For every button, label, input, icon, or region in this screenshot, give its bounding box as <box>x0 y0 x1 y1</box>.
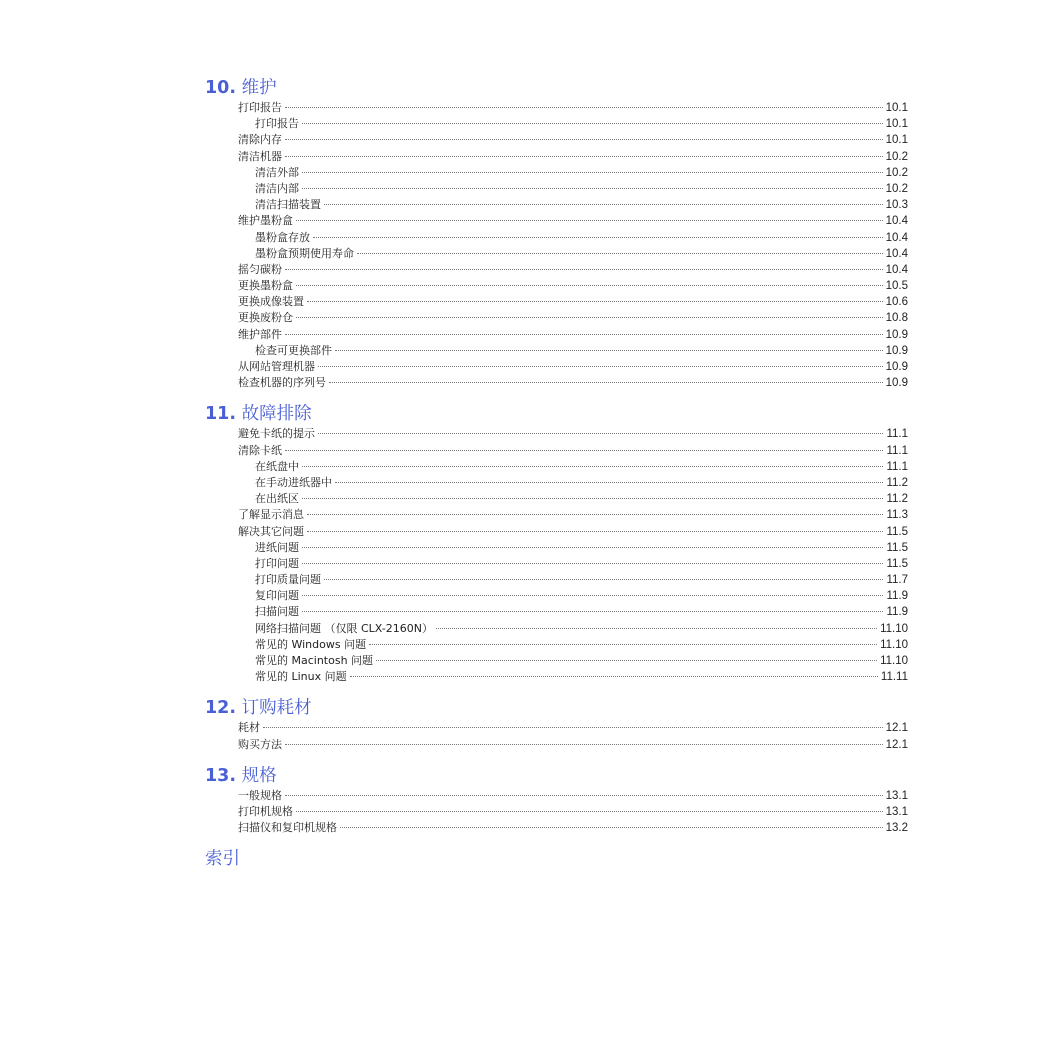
toc-entry[interactable] <box>205 524 908 540</box>
dot-leader <box>296 811 883 812</box>
toc-entry[interactable] <box>205 443 908 459</box>
toc-subentry[interactable] <box>205 459 908 475</box>
toc-entry-label: 常见的 Linux 问题 <box>255 670 347 684</box>
dot-leader <box>376 660 877 661</box>
toc-page-number: 11.1 <box>886 444 908 457</box>
toc-page-number: 11.2 <box>886 476 908 489</box>
chapter-title: 维护 <box>241 78 277 98</box>
toc-entry-label: 耗材 <box>238 721 260 735</box>
dot-leader <box>340 827 883 828</box>
toc-entry[interactable] <box>205 788 908 804</box>
chapter-spacer <box>205 391 908 402</box>
chapter-spacer <box>205 836 908 847</box>
dot-leader <box>285 334 883 335</box>
toc-entry-label: 进纸问题 <box>255 540 299 554</box>
dot-leader <box>302 563 883 564</box>
toc-entry[interactable] <box>205 426 908 442</box>
toc-page-number: 12.1 <box>885 722 908 735</box>
dot-leader <box>302 611 883 612</box>
toc-page-number: 11.10 <box>880 655 908 667</box>
toc-entry-label: 维护墨粉盒 <box>238 214 293 228</box>
toc-entry-label: 常见的 Windows 问题 <box>255 637 367 651</box>
dot-leader <box>285 450 883 451</box>
toc-entry-label: 清洁扫描装置 <box>255 198 321 212</box>
toc-entry-label: 了解显示消息 <box>238 508 304 522</box>
toc-entry[interactable] <box>205 262 908 278</box>
toc-page-number: 10.4 <box>885 263 908 276</box>
toc-page-number: 10.6 <box>885 296 908 309</box>
toc-page-number: 13.2 <box>885 822 908 835</box>
dot-leader <box>324 204 883 205</box>
dot-leader <box>285 795 883 796</box>
chapter-title: 规格 <box>241 765 277 786</box>
toc-entry-label: 在出纸区 <box>255 492 299 506</box>
toc-page-number: 13.1 <box>885 805 908 818</box>
chapter-section <box>205 847 908 871</box>
toc-entry-label: 在纸盘中 <box>255 459 299 473</box>
chapter-spacer <box>205 685 908 696</box>
toc-entry[interactable] <box>205 737 908 753</box>
toc-entry[interactable] <box>205 820 908 836</box>
dot-leader <box>285 107 883 108</box>
toc-subentry[interactable] <box>205 491 908 507</box>
dot-leader <box>335 350 883 351</box>
toc-entry-label: 更换废粉仓 <box>238 311 293 325</box>
dot-leader <box>329 382 883 383</box>
toc-page-number: 11.7 <box>886 574 908 587</box>
toc-page-number: 10.9 <box>885 377 908 390</box>
toc-entry[interactable] <box>205 720 908 736</box>
dot-leader <box>357 253 883 254</box>
toc-page-number: 11.9 <box>886 590 908 603</box>
toc-entry-label: 更换墨粉盒 <box>238 279 293 293</box>
toc-subentry[interactable] <box>205 181 908 197</box>
toc-subentry[interactable] <box>205 343 908 359</box>
toc-entry-label: 墨粉盒预期使用寿命 <box>255 246 354 260</box>
toc-entry[interactable] <box>205 149 908 165</box>
toc-entry-label: 常见的 Macintosh 问题 <box>255 654 374 667</box>
chapter-heading[interactable] <box>205 847 908 871</box>
toc-page-number: 10.3 <box>885 199 908 212</box>
chapter-title: 订购耗材 <box>241 698 312 719</box>
chapter-heading[interactable] <box>205 402 908 426</box>
toc-subentry[interactable] <box>205 540 908 556</box>
toc-subentry[interactable] <box>205 572 908 588</box>
toc-page-number: 11.10 <box>880 622 908 635</box>
dot-leader <box>318 433 883 434</box>
toc-page-number: 13.1 <box>885 789 908 802</box>
toc-subentry[interactable] <box>205 669 908 685</box>
chapter-heading[interactable] <box>205 76 908 100</box>
dot-leader <box>285 139 883 140</box>
dot-leader <box>307 301 883 302</box>
toc-entry-label: 打印报告 <box>255 117 299 131</box>
dot-leader <box>436 628 877 629</box>
chapter-number: 10. <box>205 78 237 98</box>
dot-leader <box>302 595 883 596</box>
dot-leader <box>302 172 883 173</box>
toc-page-number: 11.1 <box>886 428 908 441</box>
toc-page-number: 10.9 <box>885 361 908 373</box>
toc-page-number: 11.2 <box>886 493 908 506</box>
dot-leader <box>324 579 883 580</box>
dot-leader <box>263 727 883 728</box>
toc-page-number: 10.1 <box>885 102 908 114</box>
toc-subentry[interactable] <box>205 246 908 262</box>
dot-leader <box>335 482 883 483</box>
chapter-number: 11. <box>205 404 237 425</box>
toc-entry-label: 更换成像装置 <box>238 295 304 309</box>
toc-entry-label: 清除内存 <box>238 133 282 147</box>
dot-leader <box>369 644 877 645</box>
toc-subentry[interactable] <box>205 116 908 132</box>
toc-page-number: 10.2 <box>885 150 908 163</box>
toc-page-number: 11.5 <box>886 557 908 570</box>
toc-page-number: 10.1 <box>885 134 908 147</box>
toc-entry[interactable] <box>205 507 908 523</box>
toc-subentry[interactable] <box>205 165 908 181</box>
toc-entry-label: 清洁机器 <box>238 149 282 163</box>
dot-leader <box>302 188 883 189</box>
toc-page-number: 11.5 <box>886 541 908 554</box>
chapter-number: 12. <box>205 698 237 719</box>
toc-subentry[interactable] <box>205 653 908 669</box>
toc-entry[interactable] <box>205 294 908 310</box>
toc-entry-label: 避免卡纸的提示 <box>238 427 315 441</box>
toc-entry[interactable] <box>205 327 908 343</box>
table-of-contents <box>205 76 908 871</box>
toc-page-number: 10.4 <box>885 247 908 260</box>
toc-entry-label: 打印报告 <box>238 101 282 114</box>
toc-subentry[interactable] <box>205 604 908 620</box>
toc-page-number: 11.1 <box>886 460 908 473</box>
chapter-section <box>205 76 908 391</box>
dot-leader <box>296 317 883 318</box>
chapter-section <box>205 696 908 752</box>
toc-entry[interactable] <box>205 359 908 375</box>
toc-page-number: 10.4 <box>885 231 908 244</box>
dot-leader <box>302 123 883 124</box>
toc-subentry[interactable] <box>205 230 908 246</box>
dot-leader <box>307 514 883 515</box>
toc-subentry[interactable] <box>205 197 908 213</box>
toc-page-number: 10.8 <box>885 312 908 325</box>
dot-leader <box>302 466 883 467</box>
toc-subentry[interactable] <box>205 475 908 491</box>
dot-leader <box>285 269 883 270</box>
dot-leader <box>285 156 883 157</box>
toc-entry-label: 解决其它问题 <box>238 524 304 538</box>
toc-entry-label: 打印质量问题 <box>255 573 321 587</box>
toc-entry-label: 扫描仪和复印机规格 <box>238 821 337 835</box>
dot-leader <box>350 676 878 677</box>
toc-entry[interactable] <box>205 804 908 820</box>
toc-entry-label: 在手动进纸器中 <box>255 475 332 489</box>
dot-leader <box>318 366 883 367</box>
toc-entry[interactable] <box>205 375 908 391</box>
toc-entry[interactable] <box>205 132 908 148</box>
dot-leader <box>296 285 883 286</box>
toc-entry-label: 墨粉盒存放 <box>255 230 310 244</box>
dot-leader <box>296 220 883 221</box>
chapter-number: 13. <box>205 765 237 786</box>
dot-leader <box>302 547 883 548</box>
dot-leader <box>313 237 883 238</box>
toc-page-number: 10.1 <box>885 118 908 131</box>
toc-page-number: 11.3 <box>886 509 908 522</box>
chapter-section <box>205 402 908 685</box>
toc-page-number: 10.2 <box>885 166 908 179</box>
toc-entry-label: 检查机器的序列号 <box>238 376 326 390</box>
toc-entry[interactable] <box>205 310 908 326</box>
toc-entry-label: 复印问题 <box>255 589 299 603</box>
toc-entry-label: 打印问题 <box>255 556 299 570</box>
toc-page-number: 11.9 <box>886 606 908 619</box>
toc-subentry[interactable] <box>205 588 908 604</box>
dot-leader <box>302 498 883 499</box>
toc-entry-label: 检查可更换部件 <box>255 343 332 357</box>
toc-page-number: 10.2 <box>885 182 908 195</box>
toc-page-number: 12.1 <box>885 738 908 751</box>
dot-leader <box>307 531 883 532</box>
chapter-heading[interactable] <box>205 696 908 720</box>
toc-page-number: 10.9 <box>885 328 908 341</box>
toc-entry-label: 购买方法 <box>238 737 282 751</box>
toc-entry[interactable] <box>205 278 908 294</box>
toc-entry-label: 摇匀碳粉 <box>238 262 282 276</box>
chapter-title: 索引 <box>205 849 240 870</box>
toc-entry-label: 一般规格 <box>238 788 282 802</box>
dot-leader <box>285 744 883 745</box>
toc-entry-label: 打印机规格 <box>238 804 293 818</box>
toc-entry[interactable] <box>205 213 908 229</box>
chapter-title: 故障排除 <box>241 404 312 425</box>
chapter-section <box>205 764 908 837</box>
toc-entry-label: 从网站管理机器 <box>238 360 315 373</box>
toc-entry[interactable] <box>205 100 908 116</box>
toc-page-number: 11.11 <box>880 671 908 684</box>
chapter-spacer <box>205 753 908 764</box>
toc-page-number: 10.9 <box>885 344 908 357</box>
toc-subentry[interactable] <box>205 556 908 572</box>
toc-page-number: 10.4 <box>885 215 908 228</box>
toc-entry-label: 维护部件 <box>238 327 282 341</box>
toc-subentry[interactable] <box>205 621 908 637</box>
toc-entry-label: 扫描问题 <box>255 605 299 619</box>
toc-page-number: 11.5 <box>886 525 908 538</box>
toc-page-number: 11.10 <box>880 638 908 651</box>
toc-entry-label: 清洁内部 <box>255 181 299 195</box>
chapter-heading[interactable] <box>205 764 908 788</box>
toc-subentry[interactable] <box>205 637 908 653</box>
toc-entry-label: 清除卡纸 <box>238 443 282 457</box>
toc-page-number: 10.5 <box>885 280 908 293</box>
toc-entry-label: 网络扫描问题 （仅限 CLX-2160N） <box>255 621 433 635</box>
toc-entry-label: 清洁外部 <box>255 165 299 179</box>
